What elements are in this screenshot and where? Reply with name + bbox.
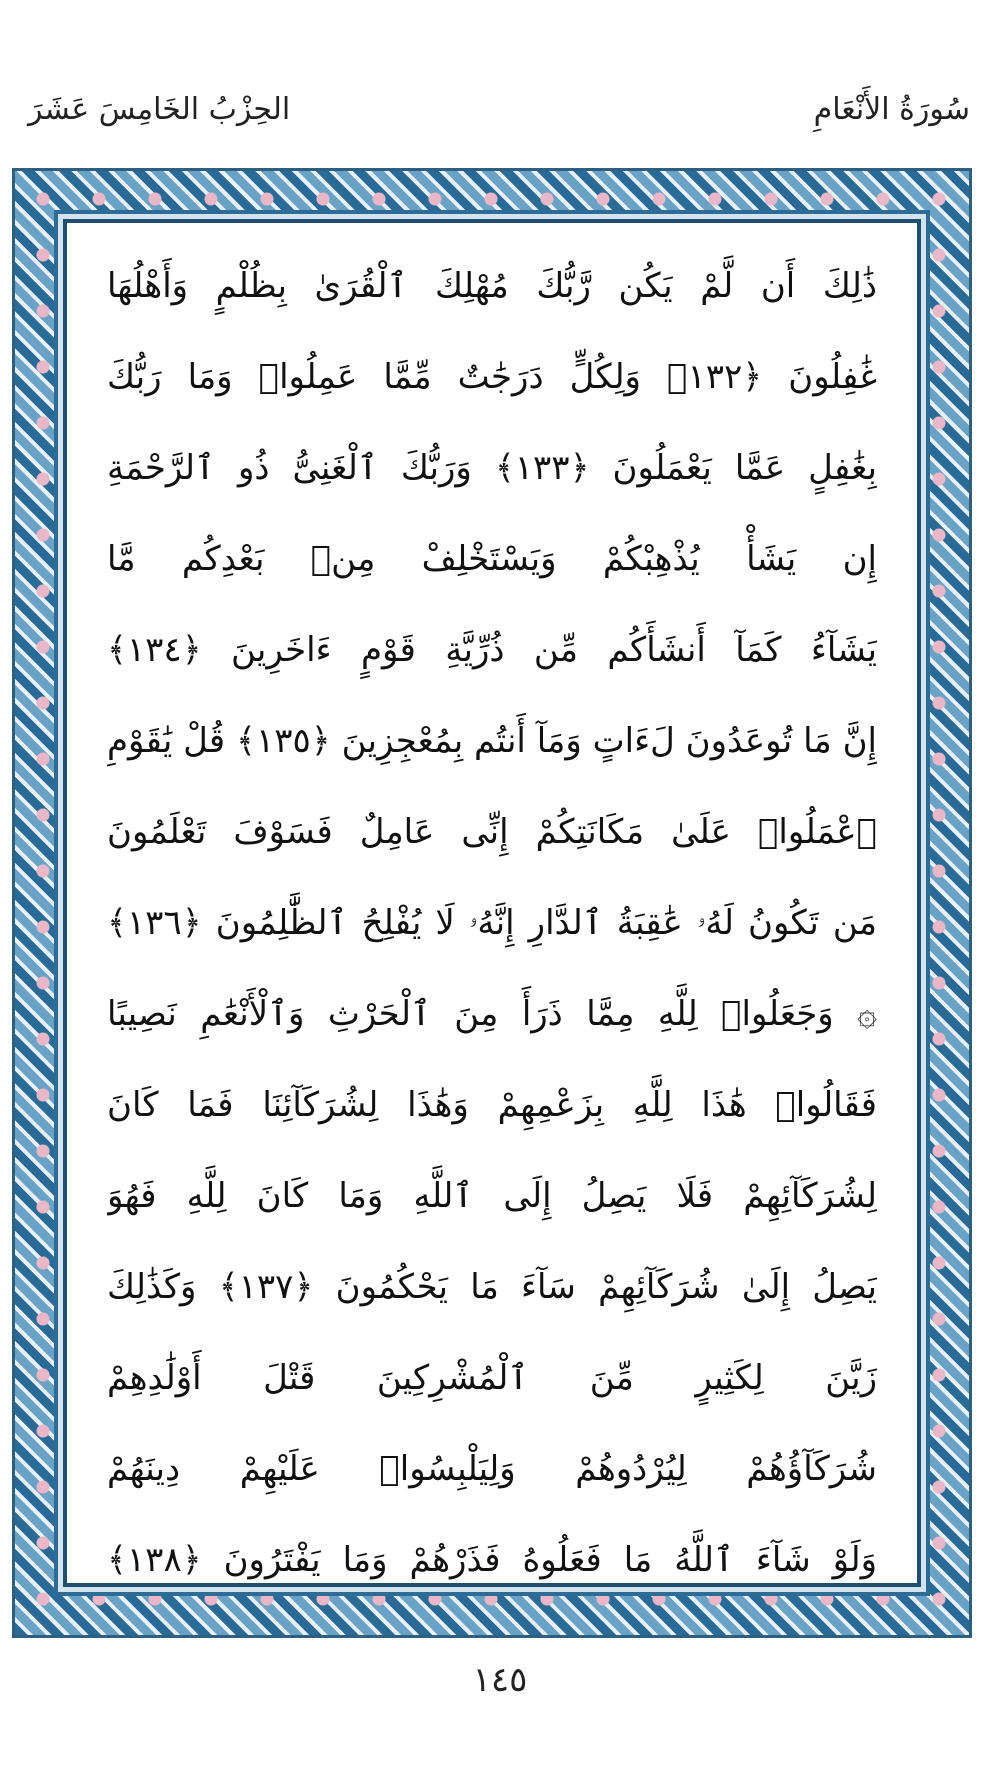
page-number: ١٤٥	[472, 1660, 528, 1700]
text-line: شُرَكَآؤُهُمْ لِيُرْدُوهُمْ وَلِيَلْبِسُوا۟ عَلَيْهِمْ دِينَهُمْ	[107, 1449, 877, 1489]
text-line: زَيَّنَ لِكَثِيرٍ مِّنَ ٱلْمُشْرِكِينَ قَتْلَ أَوْلَٰدِهِمْ	[107, 1358, 877, 1398]
text-line: فَقَالُوا۟ هَٰذَا لِلَّهِ بِزَعْمِهِمْ وَهَٰذَا لِشُرَكَآئِنَا فَمَا كَانَ	[107, 1085, 877, 1125]
hizb-label: الحِزْبُ الخَامِسَ عَشَرَ	[28, 92, 291, 127]
text-panel	[63, 219, 921, 1587]
text-line: ٱعْمَلُوا۟ عَلَىٰ مَكَانَتِكُمْ إِنِّى عَامِلٌ فَسَوْفَ تَعْلَمُونَ	[107, 812, 877, 852]
text-line: ذَٰلِكَ أَن لَّمْ يَكُن رَّبُّكَ مُهْلِكَ ٱلْقُرَىٰ بِظُلْمٍ وَأَهْلُهَا	[107, 266, 877, 306]
text-line: لِشُرَكَآئِهِمْ فَلَا يَصِلُ إِلَى ٱللَّهِ وَمَا كَانَ لِلَّهِ فَهُوَ	[107, 1176, 877, 1216]
text-line: غَٰفِلُونَ ﴿١٣٢﴾ وَلِكُلٍّ دَرَجَٰتٌ مِّمَّا عَمِلُوا۟ وَمَا رَبُّكَ	[107, 357, 877, 397]
text-line: يَصِلُ إِلَىٰ شُرَكَآئِهِمْ سَآءَ مَا يَحْكُمُونَ ﴿١٣٧﴾ وَكَذَٰلِكَ	[107, 1267, 877, 1307]
text-line: يَشَآءُ كَمَآ أَنشَأَكُم مِّن ذُرِّيَّةِ قَوْمٍ ءَاخَرِينَ ﴿١٣٤﴾	[107, 630, 877, 670]
ornamental-border	[12, 168, 972, 1638]
text-line: إِنَّ مَا تُوعَدُونَ لَءَاتٍ وَمَآ أَنتُم بِمُعْجِزِينَ ﴿١٣٥﴾ قُلْ يَٰقَوْمِ	[107, 721, 877, 761]
quran-text	[107, 241, 877, 1606]
page-header	[28, 92, 970, 142]
surah-name: سُورَةُ الأَنْعَامِ	[813, 92, 970, 127]
text-line: ۞ وَجَعَلُوا۟ لِلَّهِ مِمَّا ذَرَأَ مِنَ ٱلْحَرْثِ وَٱلْأَنْعَٰمِ نَصِيبًا	[107, 994, 877, 1034]
text-line: بِغَٰفِلٍ عَمَّا يَعْمَلُونَ ﴿١٣٣﴾ وَرَبُّكَ ٱلْغَنِىُّ ذُو ٱلرَّحْمَةِ	[107, 448, 877, 488]
text-line: وَلَوْ شَآءَ ٱللَّهُ مَا فَعَلُوهُ فَذَرْهُمْ وَمَا يَفْتَرُونَ ﴿١٣٨﴾	[107, 1540, 877, 1580]
text-line: إِن يَشَأْ يُذْهِبْكُمْ وَيَسْتَخْلِفْ مِنۢ بَعْدِكُم مَّا	[107, 539, 877, 579]
text-line: مَن تَكُونُ لَهُۥ عَٰقِبَةُ ٱلدَّارِ إِنَّهُۥ لَا يُفْلِحُ ٱلظَّٰلِمُونَ ﴿١٣٦﴾	[107, 903, 877, 943]
